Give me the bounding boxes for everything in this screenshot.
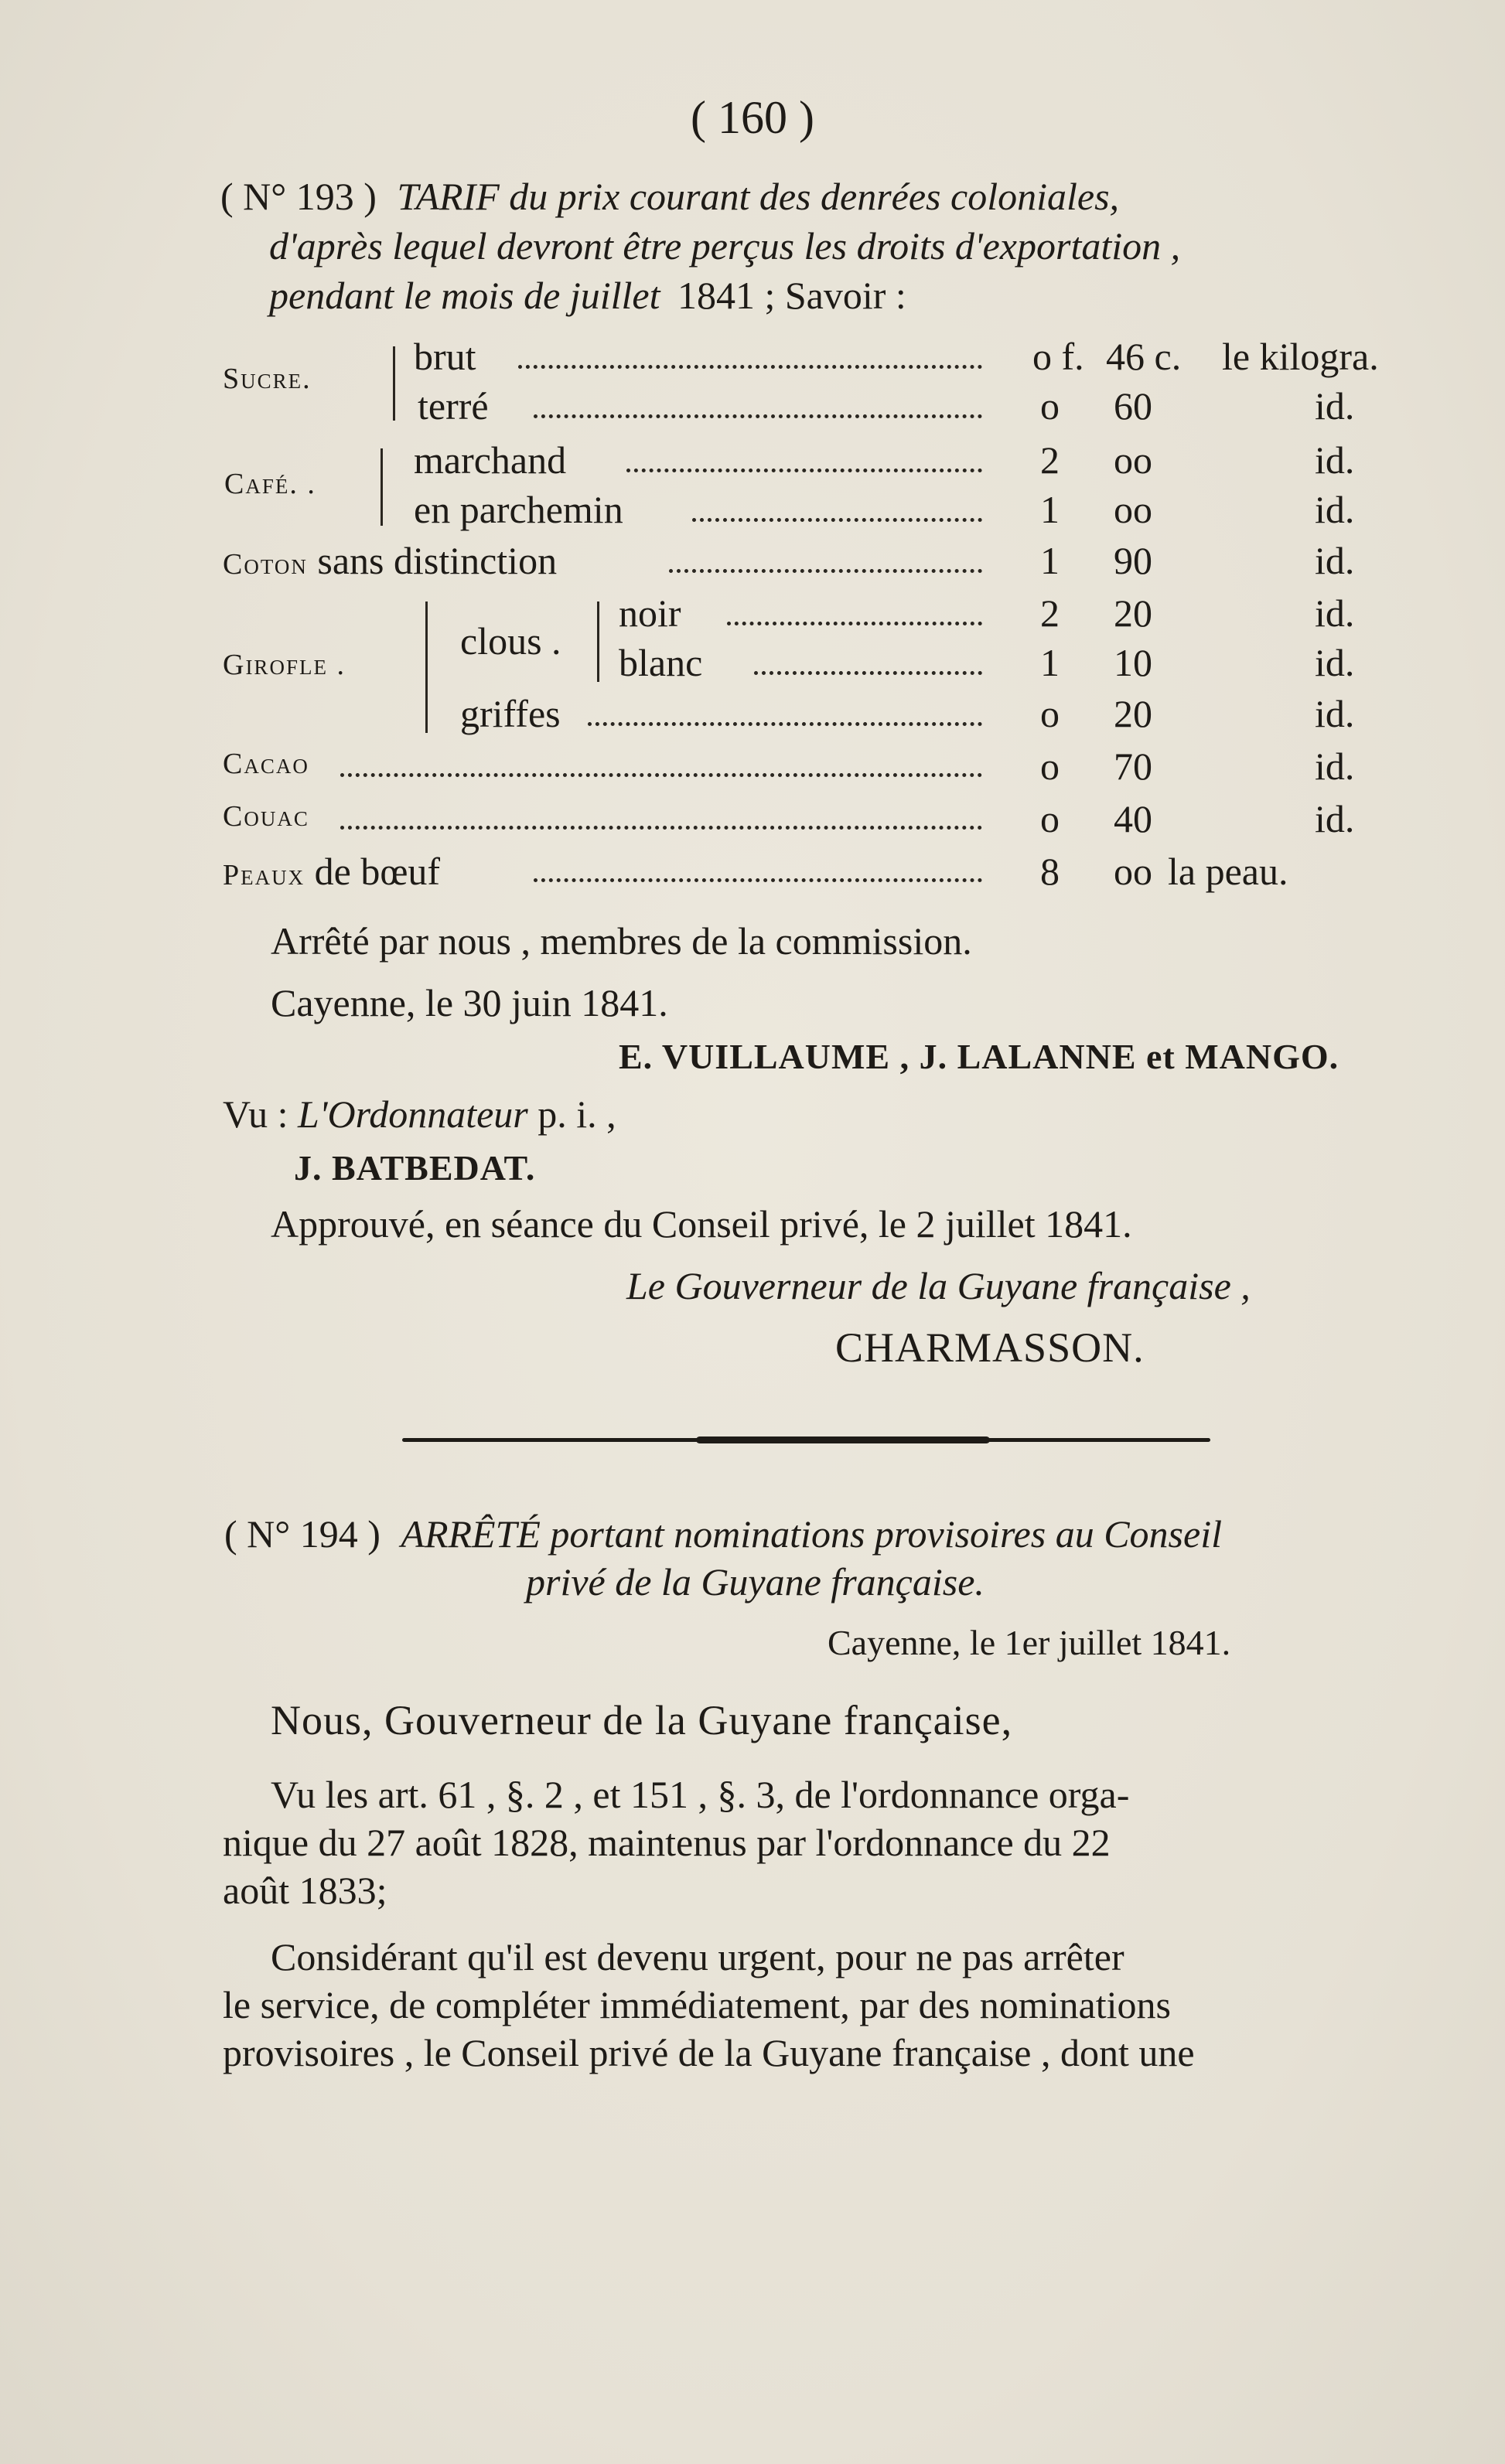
item-name: terré: [418, 384, 489, 428]
unit: id.: [1315, 488, 1355, 531]
value-centimes: oo: [1114, 488, 1152, 531]
unit: le kilogra.: [1222, 335, 1379, 378]
doc-number-194: ( N° 194 ): [224, 1512, 381, 1556]
value-francs: 2: [1040, 591, 1060, 635]
date-place: Cayenne, le 30 juin 1841.: [271, 981, 668, 1024]
value-francs: 2: [1040, 438, 1060, 482]
page-number: ( 160 ): [691, 92, 814, 143]
item-name: marchand: [414, 438, 567, 482]
value-francs: o: [1040, 745, 1060, 788]
governor-name: CHARMASSON.: [835, 1324, 1145, 1371]
dot-leader: [534, 878, 982, 882]
value-francs: o: [1040, 797, 1060, 840]
brace-sucre: [393, 346, 395, 421]
vu-suffix: p. i. ,: [538, 1092, 616, 1136]
item-name: blanc: [619, 641, 703, 684]
vu-title: L'Ordonnateur: [298, 1092, 528, 1136]
item-name: griffes: [460, 692, 561, 735]
dot-leader: [340, 826, 982, 830]
group-label-couac: Couac: [223, 800, 309, 833]
unit: id.: [1315, 384, 1355, 428]
value-centimes: 60: [1114, 384, 1152, 428]
group-label-cacao: Cacao: [223, 748, 309, 780]
tariff-title-line1: TARIF du prix courant des denrées coloniales,: [397, 175, 1120, 218]
value-centimes: 20: [1114, 692, 1152, 735]
brace-clous: [597, 602, 599, 682]
brace-cafe: [381, 448, 383, 526]
para1-line2: nique du 27 août 1828, maintenus par l'ordonnance du 22: [223, 1821, 1111, 1864]
tariff-title-line2: d'après lequel devront être perçus les droits d'exportation ,: [269, 224, 1181, 268]
group-label-coton: Coton: [223, 548, 308, 581]
value-centimes: 90: [1114, 539, 1152, 582]
value-francs: 8: [1040, 850, 1060, 893]
item-name: brut: [414, 335, 476, 378]
dot-leader: [727, 622, 982, 625]
unit: id.: [1315, 438, 1355, 482]
dot-leader: [754, 671, 982, 675]
unit: id.: [1315, 797, 1355, 840]
value-centimes: oo: [1114, 850, 1152, 893]
item-name: en parchemin: [414, 488, 623, 531]
tariff-title-line3-rest: 1841 ; Savoir :: [677, 274, 906, 317]
brace-girofle: [425, 602, 428, 733]
governor-title: Le Gouverneur de la Guyane française ,: [626, 1264, 1251, 1307]
unit: id.: [1315, 539, 1355, 582]
item-name: noir: [619, 591, 681, 635]
unit: la peau.: [1168, 850, 1288, 893]
dot-leader: [588, 722, 982, 726]
value-francs: 1: [1040, 488, 1060, 531]
arrete-date: Cayenne, le 1er juillet 1841.: [828, 1623, 1231, 1662]
value-centimes: 10: [1114, 641, 1152, 684]
para1-line1: Vu les art. 61 , §. 2 , et 151 , §. 3, de l'ordonnance orga-: [271, 1773, 1130, 1816]
item-name: de bœuf: [314, 850, 441, 893]
subgroup-label-clous: clous .: [460, 619, 561, 663]
arrete-par-nous: Arrêté par nous , membres de la commission.: [271, 919, 972, 963]
section-divider-swell: [696, 1436, 990, 1443]
value-francs: 1: [1040, 641, 1060, 684]
dot-leader: [669, 569, 982, 573]
dot-leader: [518, 365, 982, 369]
group-label-peaux: Peaux: [223, 859, 305, 891]
opening-line: Nous, Gouverneur de la Guyane française,: [271, 1697, 1013, 1743]
approuve-line: Approuvé, en séance du Conseil privé, le 2 juillet 1841.: [271, 1202, 1132, 1246]
unit: id.: [1315, 641, 1355, 684]
arrete-title-line1: ARRÊTÉ portant nominations provisoires au Conseil: [401, 1512, 1222, 1556]
value-francs: o f.: [1032, 335, 1084, 378]
para2-line3: provisoires , le Conseil privé de la Guyane française , dont une: [223, 2031, 1195, 2074]
group-label-cafe: Café. .: [224, 468, 316, 500]
dot-leader: [626, 469, 982, 472]
value-centimes: 20: [1114, 591, 1152, 635]
value-centimes: 70: [1114, 745, 1152, 788]
value-centimes: oo: [1114, 438, 1152, 482]
doc-number-193: ( N° 193 ): [220, 175, 377, 218]
value-francs: o: [1040, 692, 1060, 735]
para1-line3: août 1833;: [223, 1869, 387, 1912]
ordonnateur-name: J. BATBEDAT.: [294, 1148, 536, 1188]
value-centimes: 46 c.: [1106, 335, 1182, 378]
unit: id.: [1315, 591, 1355, 635]
item-name: sans distinction: [317, 539, 558, 582]
tariff-title-line3-italic: pendant le mois de juillet: [269, 274, 660, 317]
group-label-girofle: Girofle .: [223, 649, 346, 681]
value-francs: 1: [1040, 539, 1060, 582]
signatories: E. VUILLAUME , J. LALANNE et MANGO.: [619, 1037, 1339, 1076]
para2-line1: Considérant qu'il est devenu urgent, pour ne pas arrêter: [271, 1935, 1124, 1978]
unit: id.: [1315, 692, 1355, 735]
dot-leader: [340, 773, 982, 777]
group-label-sucre: Sucre.: [223, 363, 312, 395]
dot-leader: [534, 414, 982, 418]
value-francs: o: [1040, 384, 1060, 428]
arrete-title-line2: privé de la Guyane française.: [526, 1560, 985, 1603]
dot-leader: [692, 518, 982, 522]
para2-line2: le service, de compléter immédiatement, par des nominations: [223, 1983, 1171, 2026]
value-centimes: 40: [1114, 797, 1152, 840]
unit: id.: [1315, 745, 1355, 788]
vu-prefix: Vu :: [223, 1092, 288, 1136]
